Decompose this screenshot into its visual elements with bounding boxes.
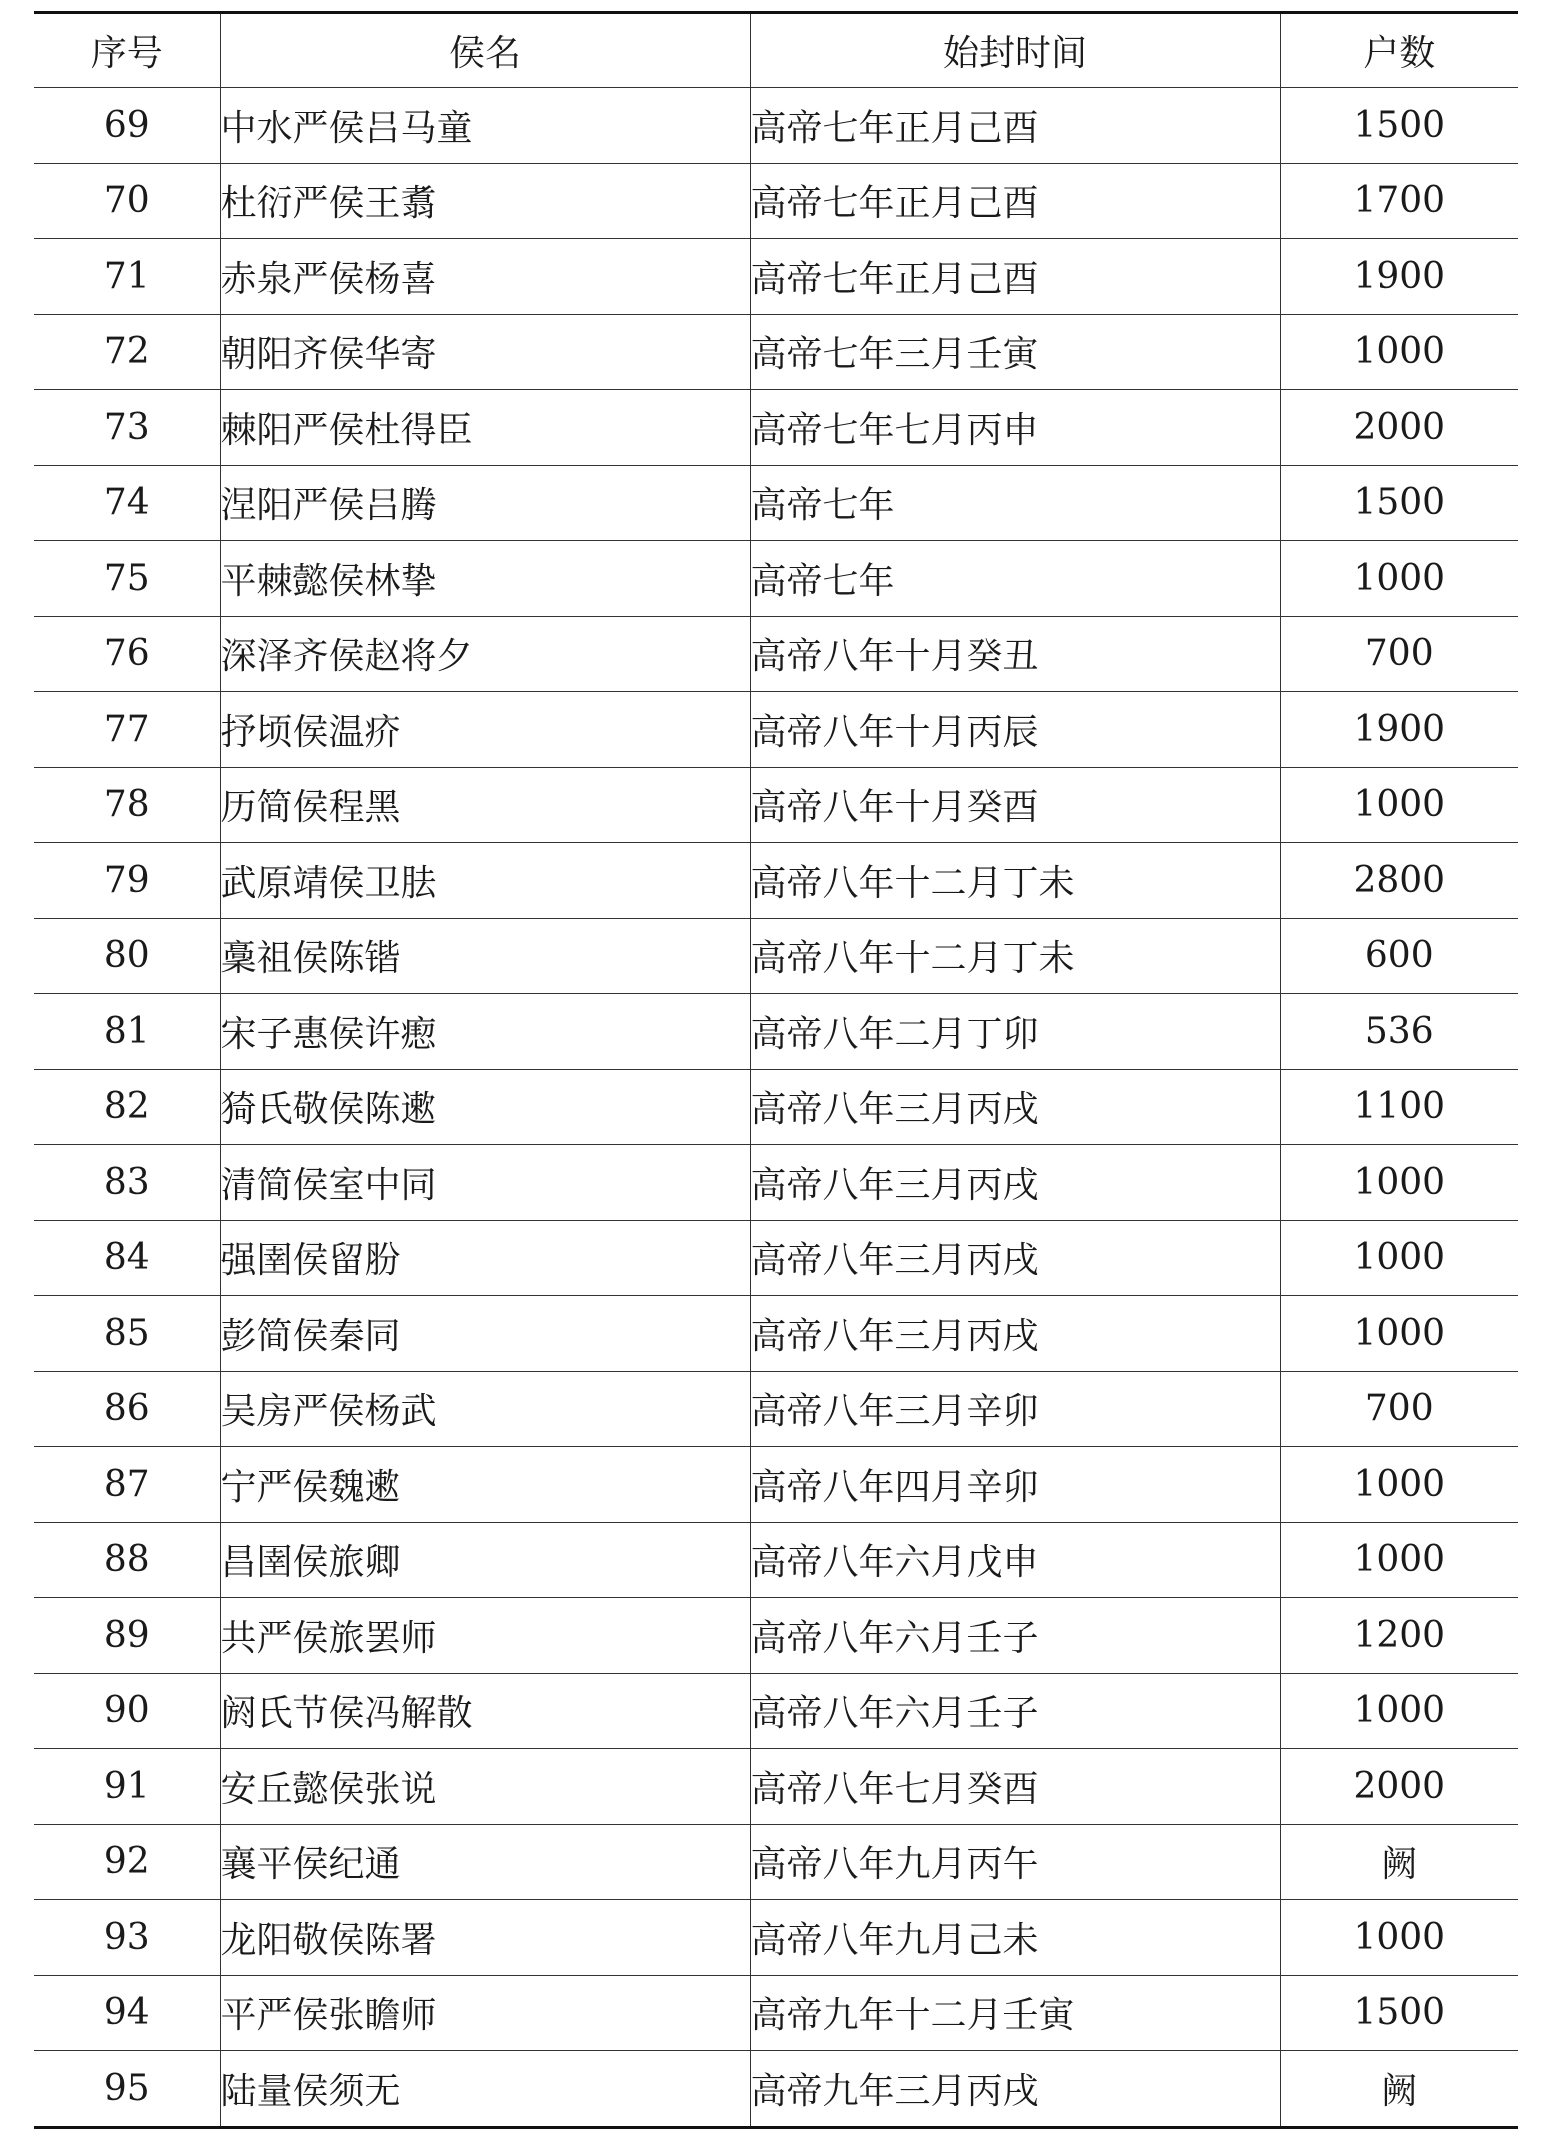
cell-enfeoffment-time: 高帝八年六月壬子 <box>750 1673 1280 1749</box>
cell-enfeoffment-time: 高帝八年九月己未 <box>750 1900 1280 1976</box>
table-row <box>34 1145 1518 1221</box>
cell-index: 82 <box>34 1069 220 1145</box>
cell-households: 700 <box>1280 616 1518 692</box>
cell-marquis-name: 宁严侯魏遬 <box>220 1447 750 1523</box>
table-row <box>34 88 1518 164</box>
table-row <box>34 541 1518 617</box>
table-row <box>34 843 1518 919</box>
table-row <box>34 1522 1518 1598</box>
table-row <box>34 1371 1518 1447</box>
cell-enfeoffment-time: 高帝八年十月癸酉 <box>750 767 1280 843</box>
table-row <box>34 1824 1518 1900</box>
cell-marquis-name: 襄平侯纪通 <box>220 1824 750 1900</box>
table-row <box>34 1220 1518 1296</box>
cell-enfeoffment-time: 高帝七年正月己酉 <box>750 163 1280 239</box>
cell-enfeoffment-time: 高帝七年 <box>750 541 1280 617</box>
header-enfeoffment-time: 始封时间 <box>750 13 1280 88</box>
cell-index: 75 <box>34 541 220 617</box>
marquis-table <box>34 11 1518 2129</box>
cell-marquis-name: 赤泉严侯杨喜 <box>220 239 750 315</box>
cell-enfeoffment-time: 高帝七年 <box>750 465 1280 541</box>
cell-households: 1000 <box>1280 541 1518 617</box>
cell-households: 1900 <box>1280 692 1518 768</box>
cell-enfeoffment-time: 高帝八年三月丙戌 <box>750 1145 1280 1221</box>
cell-index: 70 <box>34 163 220 239</box>
table-row <box>34 163 1518 239</box>
header-row <box>34 13 1518 88</box>
cell-enfeoffment-time: 高帝八年四月辛卯 <box>750 1447 1280 1523</box>
cell-households: 1500 <box>1280 465 1518 541</box>
cell-households: 2000 <box>1280 1749 1518 1825</box>
cell-households: 2000 <box>1280 390 1518 466</box>
cell-households: 1200 <box>1280 1598 1518 1674</box>
cell-index: 88 <box>34 1522 220 1598</box>
table-row <box>34 1975 1518 2051</box>
cell-index: 72 <box>34 314 220 390</box>
cell-households: 1000 <box>1280 1145 1518 1221</box>
cell-marquis-name: 平棘懿侯林挚 <box>220 541 750 617</box>
table-row <box>34 390 1518 466</box>
cell-enfeoffment-time: 高帝八年六月戊申 <box>750 1522 1280 1598</box>
cell-index: 89 <box>34 1598 220 1674</box>
cell-index: 85 <box>34 1296 220 1372</box>
cell-households: 阙 <box>1280 2051 1518 2128</box>
cell-index: 77 <box>34 692 220 768</box>
cell-marquis-name: 深泽齐侯赵将夕 <box>220 616 750 692</box>
cell-index: 79 <box>34 843 220 919</box>
cell-marquis-name: 安丘懿侯张说 <box>220 1749 750 1825</box>
cell-marquis-name: 强圉侯留肦 <box>220 1220 750 1296</box>
cell-index: 92 <box>34 1824 220 1900</box>
cell-index: 94 <box>34 1975 220 2051</box>
cell-index: 71 <box>34 239 220 315</box>
cell-marquis-name: 历简侯程黑 <box>220 767 750 843</box>
cell-enfeoffment-time: 高帝八年十月丙辰 <box>750 692 1280 768</box>
cell-index: 90 <box>34 1673 220 1749</box>
cell-enfeoffment-time: 高帝八年三月辛卯 <box>750 1371 1280 1447</box>
cell-enfeoffment-time: 高帝八年十二月丁未 <box>750 843 1280 919</box>
cell-index: 81 <box>34 994 220 1070</box>
cell-households: 1100 <box>1280 1069 1518 1145</box>
cell-index: 69 <box>34 88 220 164</box>
header-index: 序号 <box>34 13 220 88</box>
cell-marquis-name: 平严侯张瞻师 <box>220 1975 750 2051</box>
cell-households: 1000 <box>1280 1447 1518 1523</box>
table-row <box>34 1673 1518 1749</box>
table-body <box>34 88 1518 2128</box>
cell-households: 1900 <box>1280 239 1518 315</box>
table-row <box>34 239 1518 315</box>
cell-marquis-name: 杜衍严侯王翥 <box>220 163 750 239</box>
table-row <box>34 1447 1518 1523</box>
cell-marquis-name: 龙阳敬侯陈署 <box>220 1900 750 1976</box>
cell-households: 2800 <box>1280 843 1518 919</box>
table-row <box>34 465 1518 541</box>
cell-marquis-name: 中水严侯吕马童 <box>220 88 750 164</box>
cell-marquis-name: 朝阳齐侯华寄 <box>220 314 750 390</box>
cell-index: 78 <box>34 767 220 843</box>
cell-marquis-name: 宋子惠侯许瘛 <box>220 994 750 1070</box>
cell-marquis-name: 彭简侯秦同 <box>220 1296 750 1372</box>
cell-enfeoffment-time: 高帝九年三月丙戌 <box>750 2051 1280 2128</box>
cell-index: 87 <box>34 1447 220 1523</box>
cell-enfeoffment-time: 高帝八年十二月丁未 <box>750 918 1280 994</box>
table-row <box>34 1069 1518 1145</box>
cell-enfeoffment-time: 高帝八年三月丙戌 <box>750 1069 1280 1145</box>
cell-households: 700 <box>1280 1371 1518 1447</box>
cell-enfeoffment-time: 高帝八年九月丙午 <box>750 1824 1280 1900</box>
table-row <box>34 1598 1518 1674</box>
cell-marquis-name: 武原靖侯卫胠 <box>220 843 750 919</box>
cell-enfeoffment-time: 高帝八年七月癸酉 <box>750 1749 1280 1825</box>
cell-enfeoffment-time: 高帝八年十月癸丑 <box>750 616 1280 692</box>
cell-marquis-name: 吴房严侯杨武 <box>220 1371 750 1447</box>
header-households: 户数 <box>1280 13 1518 88</box>
cell-enfeoffment-time: 高帝七年正月己酉 <box>750 239 1280 315</box>
table-row <box>34 918 1518 994</box>
table-row <box>34 994 1518 1070</box>
table-row <box>34 616 1518 692</box>
table-row <box>34 314 1518 390</box>
cell-households: 1500 <box>1280 88 1518 164</box>
cell-households: 1000 <box>1280 1900 1518 1976</box>
table-row <box>34 1749 1518 1825</box>
cell-marquis-name: 抒顷侯温疥 <box>220 692 750 768</box>
cell-enfeoffment-time: 高帝九年十二月壬寅 <box>750 1975 1280 2051</box>
cell-index: 83 <box>34 1145 220 1221</box>
cell-marquis-name: 猗氏敬侯陈遬 <box>220 1069 750 1145</box>
cell-households: 1000 <box>1280 314 1518 390</box>
cell-enfeoffment-time: 高帝八年三月丙戌 <box>750 1296 1280 1372</box>
cell-enfeoffment-time: 高帝七年正月己酉 <box>750 88 1280 164</box>
table-row <box>34 2051 1518 2128</box>
table-row <box>34 1900 1518 1976</box>
cell-households: 阙 <box>1280 1824 1518 1900</box>
cell-enfeoffment-time: 高帝七年七月丙申 <box>750 390 1280 466</box>
cell-households: 600 <box>1280 918 1518 994</box>
table-header <box>34 13 1518 88</box>
cell-index: 91 <box>34 1749 220 1825</box>
cell-marquis-name: 棘阳严侯杜得臣 <box>220 390 750 466</box>
cell-households: 1500 <box>1280 1975 1518 2051</box>
cell-index: 95 <box>34 2051 220 2128</box>
cell-enfeoffment-time: 高帝八年三月丙戌 <box>750 1220 1280 1296</box>
cell-marquis-name: 稾祖侯陈锴 <box>220 918 750 994</box>
cell-households: 1000 <box>1280 1673 1518 1749</box>
cell-households: 536 <box>1280 994 1518 1070</box>
cell-households: 1700 <box>1280 163 1518 239</box>
table-row <box>34 692 1518 768</box>
cell-marquis-name: 昌圉侯旅卿 <box>220 1522 750 1598</box>
cell-households: 1000 <box>1280 767 1518 843</box>
cell-index: 74 <box>34 465 220 541</box>
cell-index: 80 <box>34 918 220 994</box>
cell-households: 1000 <box>1280 1522 1518 1598</box>
cell-marquis-name: 陆量侯须无 <box>220 2051 750 2128</box>
cell-index: 93 <box>34 1900 220 1976</box>
header-marquis-name: 侯名 <box>220 13 750 88</box>
cell-marquis-name: 清简侯室中同 <box>220 1145 750 1221</box>
cell-enfeoffment-time: 高帝八年二月丁卯 <box>750 994 1280 1070</box>
table-row <box>34 767 1518 843</box>
cell-index: 76 <box>34 616 220 692</box>
cell-households: 1000 <box>1280 1296 1518 1372</box>
cell-marquis-name: 共严侯旅罢师 <box>220 1598 750 1674</box>
cell-households: 1000 <box>1280 1220 1518 1296</box>
cell-enfeoffment-time: 高帝七年三月壬寅 <box>750 314 1280 390</box>
cell-marquis-name: 阏氏节侯冯解散 <box>220 1673 750 1749</box>
cell-index: 86 <box>34 1371 220 1447</box>
cell-index: 84 <box>34 1220 220 1296</box>
cell-index: 73 <box>34 390 220 466</box>
cell-marquis-name: 涅阳严侯吕腾 <box>220 465 750 541</box>
cell-enfeoffment-time: 高帝八年六月壬子 <box>750 1598 1280 1674</box>
table-row <box>34 1296 1518 1372</box>
